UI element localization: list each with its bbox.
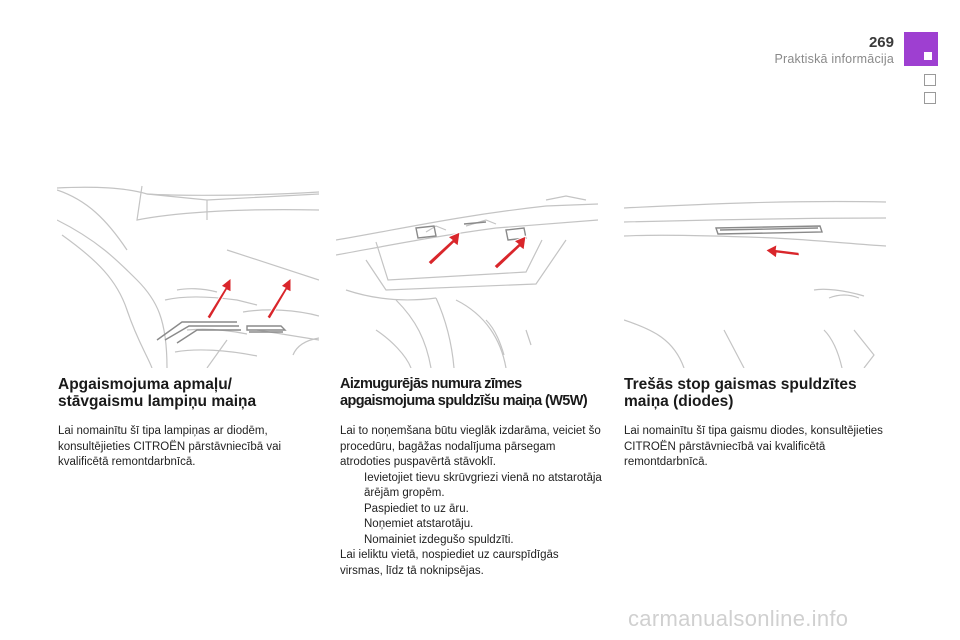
tab-marker-icon <box>924 52 932 60</box>
page-number: 269 <box>868 34 894 51</box>
list-item: Ievietojiet tievu skrūvgriezi vienā no atstarotāja ārējām gropēm. <box>364 471 602 499</box>
heading-side-lights: Apgaismojuma apmaļu/ stāvgaismu lampiņu maiņa <box>58 376 257 410</box>
chapter-tab[interactable] <box>924 92 936 104</box>
illustration-number-plate-lights <box>336 180 598 368</box>
column-side-lights <box>58 376 318 471</box>
chapter-tab-active[interactable] <box>904 32 938 66</box>
illustration-side-lights <box>57 180 319 368</box>
list-item: Paspiediet to uz āru. <box>364 502 469 515</box>
chapter-tab[interactable] <box>924 74 936 86</box>
watermark: carmanualsonline.info <box>628 606 849 631</box>
steps-list <box>340 471 602 549</box>
column-third-brake-light <box>624 376 886 471</box>
paragraph-intro: Lai to noņemšana būtu vieglāk izdarāma, veiciet šo procedūru, bagāžas nodalījuma pārsegam atrodoties puspavērtā stāvoklī. <box>340 425 601 468</box>
section-title: Praktiskā informācija <box>774 52 894 66</box>
heading-third-brake-light: Trešās stop gaismas spuldzītes maiņa (diodes) <box>624 376 857 410</box>
column-number-plate-lights <box>340 376 602 579</box>
heading-number-plate-lights: Aizmugurējās numura zīmes apgaismojuma spuldzīšu maiņa (W5W) <box>340 376 588 409</box>
paragraph-side-lights: Lai nomainītu šī tipa lampiņas ar diodēm, konsultējieties CITROËN pārstāvniecībā vai kvalificētā remontdarbnīcā. <box>58 425 282 468</box>
illustration-third-brake-light <box>624 180 886 368</box>
list-item: Noņemiet atstarotāju. <box>364 518 474 530</box>
paragraph-outro: Lai ieliktu vietā, nospiediet uz caurspīdīgās virsmas, līdz tā noknipsējas. <box>340 549 559 577</box>
list-item: Nomainiet izdegušo spuldzīti. <box>364 533 514 546</box>
paragraph-third-brake-light: Lai nomainītu šī tipa gaismu diodes, konsultējieties CITROËN pārstāvniecībā vai kvalificētā remontdarbnīcā. <box>624 425 883 468</box>
